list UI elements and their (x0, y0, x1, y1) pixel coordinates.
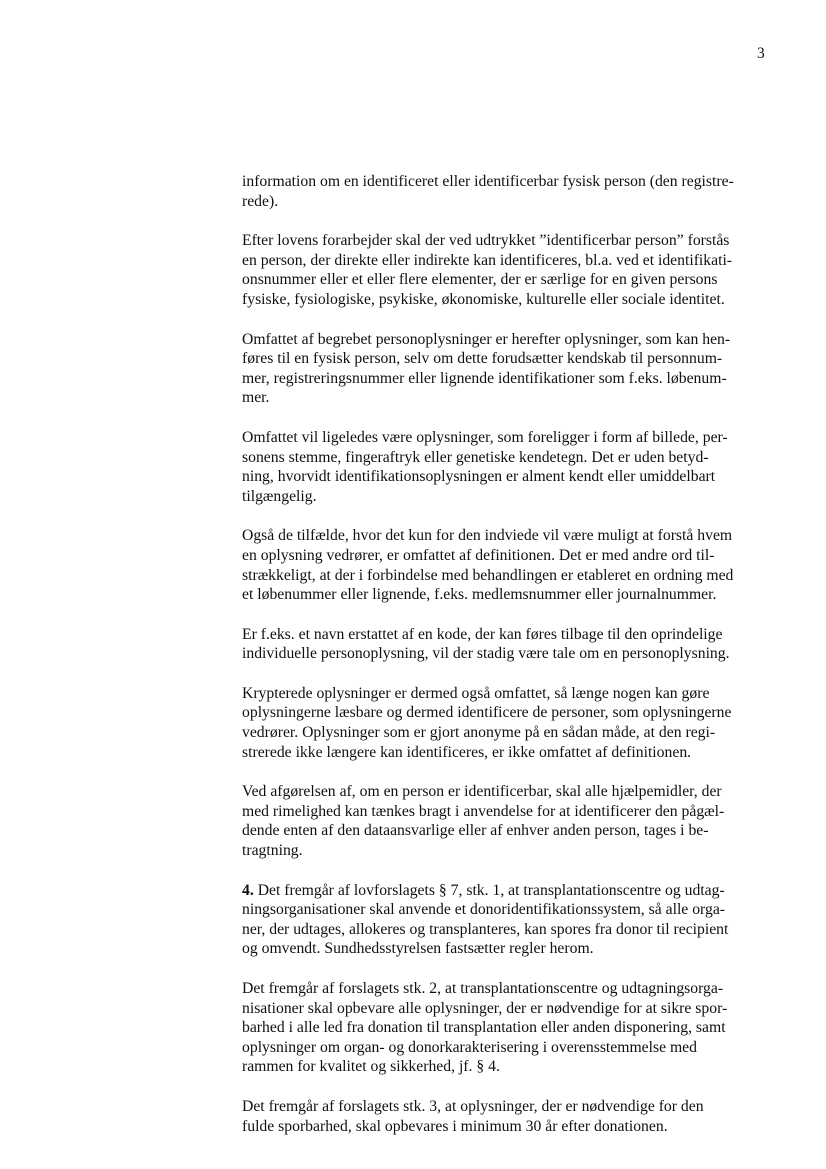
text-line: en person, der direkte eller indirekte kan identificeres, bl.a. ved et identifikati- (242, 251, 733, 269)
text-line: et løbenummer eller lignende, f.eks. medlemsnummer eller journalnummer. (242, 586, 717, 604)
text-line: med rimelighed kan tænkes bragt i anvendelse for at identificerer den pågæl- (242, 802, 725, 820)
paragraph-4 (242, 428, 772, 506)
paragraph-6 (242, 625, 772, 664)
text-line: oplysningerne læsbare og dermed identificere de personer, som oplysningerne (242, 704, 732, 722)
text-line-first (242, 881, 772, 901)
paragraph-7 (242, 684, 772, 762)
text-line: føres til en fysisk person, selv om dette forudsætter kendskab til personnum- (242, 350, 723, 368)
text-line: Omfattet af begrebet personoplysninger er herefter oplysninger, som kan hen- (242, 330, 731, 348)
text-line: information om en identificeret eller identificerbar fysisk person (den registre- (242, 173, 734, 190)
text-line: sonens stemme, fingeraftryk eller genetiske kendetegn. Det er uden betyd- (242, 448, 709, 466)
text-line: strerede ikke længere kan identificeres, er ikke omfattet af definitionen. (242, 743, 692, 761)
text-line: Omfattet vil ligeledes være oplysninger, som foreligger i form af billede, per- (242, 428, 728, 446)
text-line: rede). (242, 192, 279, 210)
text-line: Ved afgørelsen af, om en person er identificerbar, skal alle hjælpemidler, der (242, 783, 722, 801)
text-line: fulde sporbarhed, skal opbevares i minimum 30 år efter donationen. (242, 1117, 668, 1135)
page-number: 3 (757, 45, 765, 62)
text-line: individuelle personoplysning, vil der stadig være tale om en personoplysning. (242, 645, 730, 663)
paragraph-8 (242, 782, 772, 860)
text-line: strækkeligt, at der i forbindelse med behandlingen er etableret en ordning med (242, 566, 734, 584)
paragraph-1 (242, 172, 772, 211)
text-line: Det fremgår af forslagets stk. 2, at transplantationscentre og udtagningsorga- (242, 980, 724, 997)
text-line: rammen for kvalitet og sikkerhed, jf. § 4. (242, 1058, 500, 1076)
paragraph-10 (242, 979, 772, 1077)
paragraph-5 (242, 526, 772, 604)
text-line: onsnummer eller et eller flere elementer, der er særlige for en given persons (242, 271, 718, 289)
text-line: Er f.eks. et navn erstattet af en kode, der kan føres tilbage til den oprindelige (242, 625, 723, 643)
text-line: barhed i alle led fra donation til transplantation eller anden disponering, samt (242, 1019, 726, 1037)
text-line: en oplysning vedrører, er omfattet af definitionen. Det er med andre ord til- (242, 546, 715, 564)
text-line: Efter lovens forarbejder skal der ved udtrykket ”identificerbar person” forstås (242, 232, 730, 250)
text-line: vedrører. Oplysninger som er gjort anonyme på en sådan måde, at den regi- (242, 724, 716, 742)
text-line: mer. (242, 389, 270, 407)
section-number: 4. (242, 881, 254, 899)
text-line-rest: Det fremgår af lovforslagets § 7, stk. 1, at transplantationscentre og udtag- (253, 881, 725, 899)
paragraph-2 (242, 231, 772, 309)
text-line: Det fremgår af forslagets stk. 3, at oplysninger, der er nødvendige for den (242, 1097, 704, 1115)
text-line: ning, hvorvidt identifikationsoplysningen er alment kendt eller umiddelbart (242, 468, 716, 486)
text-line: oplysninger om organ- og donorkarakterisering i overensstemmelse med (242, 1038, 697, 1056)
text-line: nisationer skal opbevare alle oplysninger, der er nødvendige for at sikre spor- (242, 999, 728, 1017)
text-line: og omvendt. Sundhedsstyrelsen fastsætter regler herom. (242, 940, 594, 958)
text-line: ner, der udtages, allokeres og transplanteres, kan spores fra donor til recipient (242, 920, 729, 938)
text-line: tilgængelig. (242, 487, 317, 505)
paragraph-3 (242, 330, 772, 408)
text-line: fysiske, fysiologiske, psykiske, økonomiske, kulturelle eller sociale identitet. (242, 290, 725, 308)
text-line: ningsorganisationer skal anvende et donoridentifikationssystem, så alle orga- (242, 901, 726, 919)
text-line: tragtning. (242, 842, 303, 860)
text-line: mer, registreringsnummer eller lignende identifikationer som f.eks. løbenum- (242, 369, 727, 387)
paragraph-9 (242, 881, 772, 959)
text-line: dende enten af den dataansvarlige eller af enhver anden person, tages i be- (242, 822, 709, 840)
paragraph-11 (242, 1097, 772, 1136)
text-line: Krypterede oplysninger er dermed også omfattet, så længe nogen kan gøre (242, 684, 710, 702)
document-body (242, 172, 772, 1136)
text-line: Også de tilfælde, hvor det kun for den indviede vil være muligt at forstå hvem (242, 527, 733, 545)
